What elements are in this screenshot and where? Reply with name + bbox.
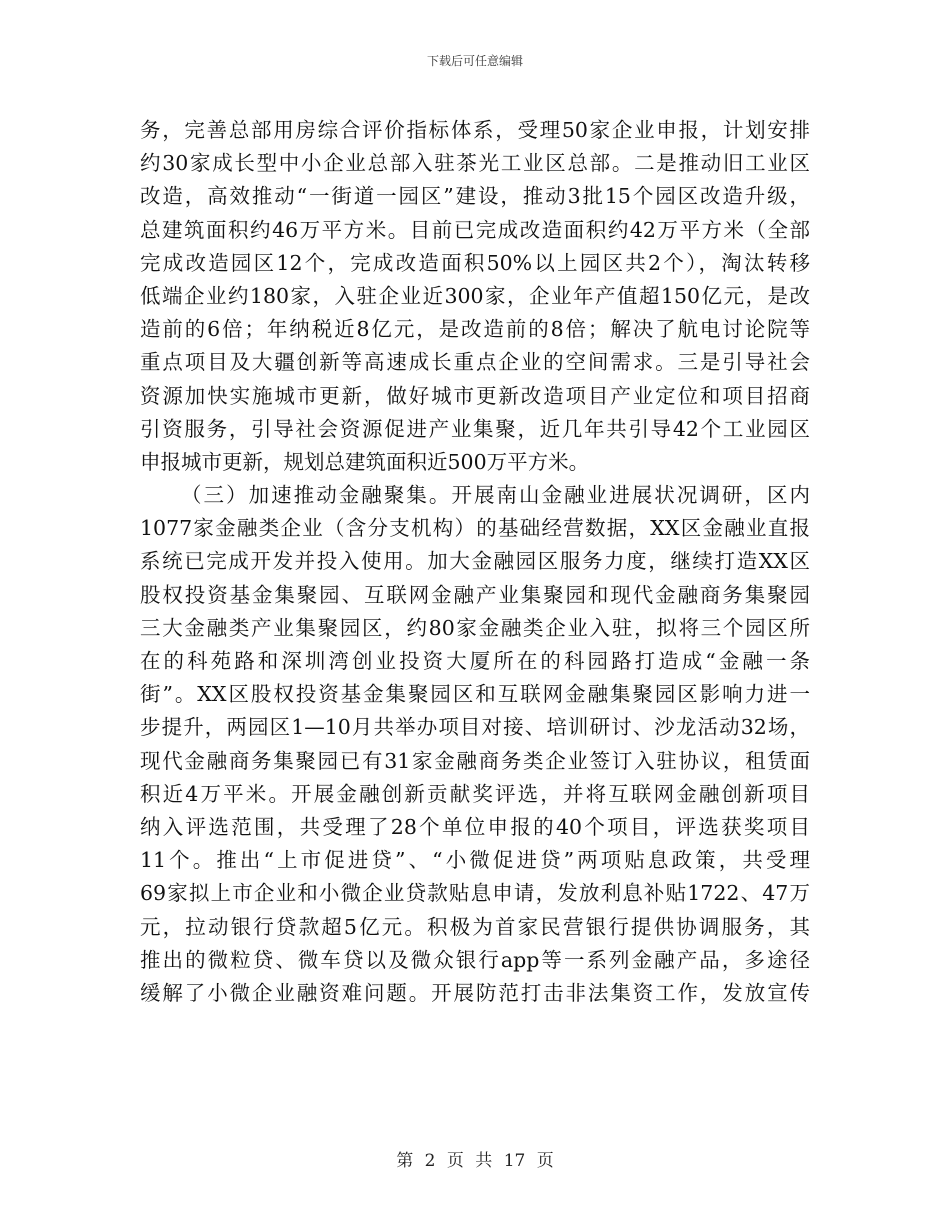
text-line: 重点项目及大疆创新等高速成长重点企业的空间需求。三是引导社会 [140, 350, 810, 375]
text-line: 引资服务，引导社会资源促进产业集聚，近几年共引导42个工业园区 [140, 416, 810, 441]
text-line: 股权投资基金集聚园、互联网金融产业集聚园和现代金融商务集聚园 [140, 582, 810, 607]
text-line: 三大金融类产业集聚园区，约80家金融类企业入驻，拟将三个园区所 [140, 615, 810, 640]
text-line: 缓解了小微企业融资难问题。开展防范打击非法集资工作，发放宣传 [140, 980, 810, 1005]
paragraph-2 [140, 479, 810, 1010]
text-line: 申报城市更新，规划总建筑面积近500万平方米。 [140, 449, 590, 474]
text-line: 完成改造园区12个，完成改造面积50%以上园区共2个），淘汰转移 [140, 250, 810, 275]
text-line: 总建筑面积约46万平方米。目前已完成改造面积约42万平方米（全部 [140, 217, 810, 242]
paragraph-1 [140, 114, 810, 479]
text-line: 1077家金融类企业（含分支机构）的基础经营数据，XX区金融业直报 [140, 516, 810, 541]
text-line: 系统已完成开发并投入使用。加大金融园区服务力度，继续打造XX区 [140, 549, 810, 574]
text-line: 资源加快实施城市更新，做好城市更新改造项目产业定位和项目招商 [140, 383, 810, 408]
text-line: 推出的微粒贷、微车贷以及微众银行app等一系列金融产品，多途径 [140, 947, 810, 972]
page-number-footer: 第 2 页 共 17 页 [396, 1151, 554, 1171]
text-line: 元，拉动银行贷款超5亿元。积极为首家民营银行提供协调服务，其 [140, 914, 810, 939]
page-header: 下载后可任意编辑 [426, 54, 523, 68]
text-line: 改造，高效推动“一街道一园区”建设，推动3批15个园区改造升级， [140, 184, 810, 209]
text-line: 积近4万平米。开展金融创新贡献奖评选，并将互联网金融创新项目 [140, 781, 810, 806]
text-line: 约30家成长型中小企业总部入驻茶光工业区总部。二是推动旧工业区 [140, 151, 810, 176]
text-line: 街”。XX区股权投资基金集聚园区和互联网金融集聚园区影响力进一 [140, 682, 810, 707]
text-line: （三）加速推动金融聚集。开展南山金融业进展状况调研，区内 [181, 483, 810, 508]
text-line: 现代金融商务集聚园已有31家金融商务类企业签订入驻协议，租赁面 [140, 748, 810, 773]
text-line: 步提升，两园区1—10月共举办项目对接、培训研讨、沙龙活动32场， [140, 715, 810, 740]
text-line: 造前的6倍；年纳税近8亿元，是改造前的8倍；解决了航电讨论院等 [140, 317, 810, 342]
text-line: 低端企业约180家，入驻企业近300家，企业年产值超150亿元，是改 [140, 283, 810, 308]
text-line: 务，完善总部用房综合评价指标体系，受理50家企业申报，计划安排 [140, 118, 810, 142]
text-line: 纳入评选范围，共受理了28个单位申报的40个项目，评选获奖项目 [140, 814, 810, 839]
document-body [140, 114, 810, 1010]
text-line: 在的科苑路和深圳湾创业投资大厦所在的科园路打造成“金融一条 [140, 649, 810, 673]
text-line: 69家拟上市企业和小微企业贷款贴息申请，发放利息补贴1722、47万 [140, 881, 810, 906]
text-line: 11个。推出“上市促进贷”、“小微促进贷”两项贴息政策，共受理 [140, 848, 810, 873]
